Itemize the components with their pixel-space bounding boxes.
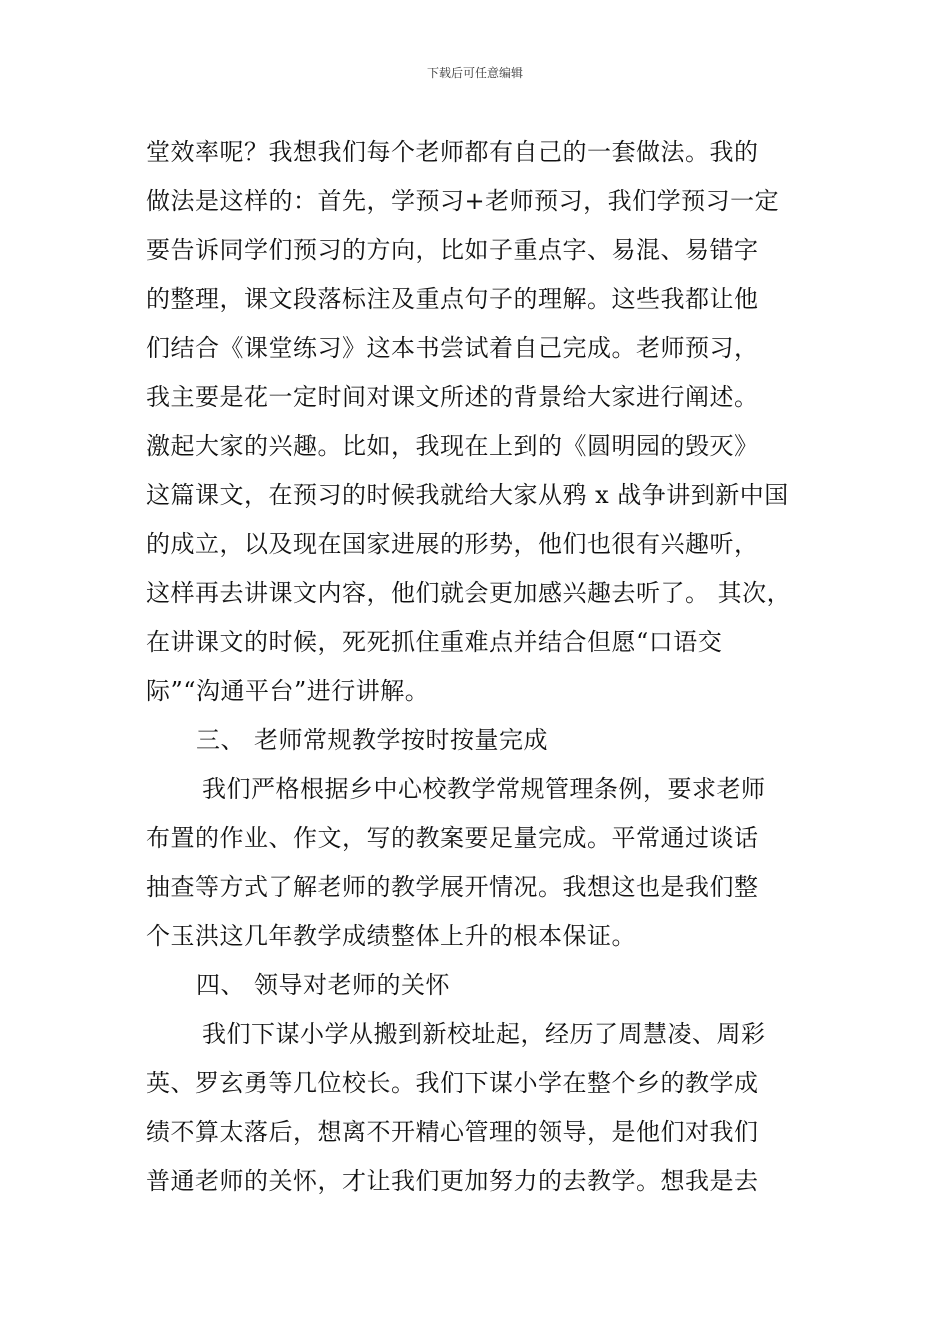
paragraph-line: 际”“沟通平台”进行讲解。 [146, 677, 430, 705]
paragraph-line: 的成立，以及现在国家进展的形势，他们也很有兴趣听， [146, 530, 759, 558]
paragraph-line: 英、罗玄勇等几位校长。我们下谋小学在整个乡的教学成 [146, 1069, 759, 1097]
page-header: 下载后可任意编辑 [426, 66, 523, 80]
paragraph-line: 这样再去讲课文内容，他们就会更加感兴趣去听了。 其次， [146, 579, 792, 607]
paragraph-line: 激起大家的兴趣。比如，我现在上到的《圆明园的毁灭》 [146, 432, 759, 460]
paragraph-line: 在讲课文的时候，死死抓住重难点并结合但愿“口语交 [146, 628, 723, 656]
document-body [146, 128, 826, 1206]
section-number: 三、 [196, 726, 245, 754]
section-title: 老师常规教学按时按量完成 [254, 726, 548, 754]
paragraph-line: 抽查等方式了解老师的教学展开情况。我想这也是我们整 [146, 873, 759, 901]
paragraph-line: 我主要是花一定时间对课文所述的背景给大家进行阐述。 [146, 383, 759, 411]
paragraph-line: 的整理，课文段落标注及重点句子的理解。这些我都让他 [146, 285, 759, 313]
paragraph-line: 普通老师的关怀，才让我们更加努力的去教学。想我是去 [146, 1167, 759, 1195]
section-title: 领导对老师的关怀 [254, 971, 450, 999]
paragraph-line: 堂效率呢？我想我们每个老师都有自己的一套做法。我的 [146, 138, 759, 166]
paragraph-line: 我们下谋小学从搬到新校址起，经历了周慧凌、周彩 [202, 1020, 766, 1048]
paragraph-line: 做法是这样的：首先，学预习+老师预习，我们学预习一定 [146, 187, 780, 215]
section-heading-3 [146, 716, 826, 765]
paragraph-line: 们结合《课堂练习》这本书尝试着自己完成。老师预习， [146, 334, 759, 362]
paragraph-line: 布置的作业、作文，写的教案要足量完成。平常通过谈话 [146, 824, 759, 852]
section-heading-4 [146, 961, 826, 1010]
section-number: 四、 [196, 971, 245, 999]
paragraph-line: 这篇课文，在预习的时候我就给大家从鸦 x 战争讲到新中国 [146, 481, 789, 509]
paragraph-line: 我们严格根据乡中心校教学常规管理条例，要求老师 [202, 775, 766, 803]
paragraph-line: 要告诉同学们预习的方向，比如子重点字、易混、易错字 [146, 236, 759, 264]
paragraph-line: 绩不算太落后，想离不开精心管理的领导，是他们对我们 [146, 1118, 759, 1146]
paragraph-line: 个玉洪这几年教学成绩整体上升的根本保证。 [146, 922, 636, 950]
